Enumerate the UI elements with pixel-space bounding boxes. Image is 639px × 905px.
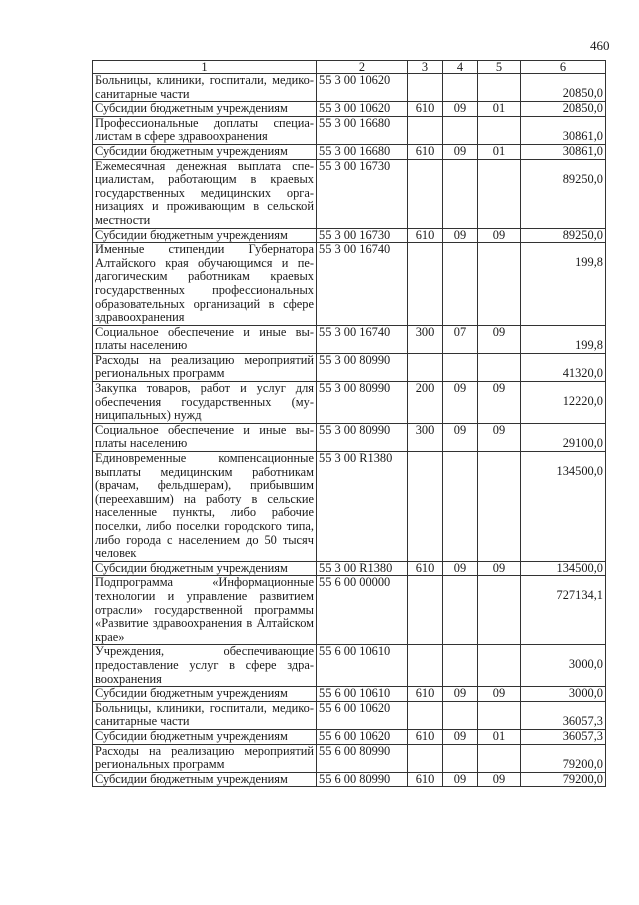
row-subsection-cell [478, 645, 521, 687]
page-number: 460 [590, 38, 610, 53]
row-name-cell: Расходы на реализацию мероприятий региональных программ [93, 353, 317, 381]
row-expense-type-cell: 610 [408, 561, 443, 576]
row-expense-type-cell [408, 74, 443, 102]
table-body [93, 74, 606, 787]
row-name-cell: Субсидии бюджетным учреждениям [93, 228, 317, 243]
table-row [93, 701, 606, 729]
row-name-cell: Субсидии бюджетным учреждениям [93, 687, 317, 702]
row-section-cell [443, 701, 478, 729]
row-amount-cell: 20850,0 [521, 74, 606, 102]
row-subsection-cell: 09 [478, 382, 521, 424]
row-name-cell: Единовременные компенсационные выплаты медицинским работникам (врачам, фельдшерам), прибывшим (переехавшим) на работу в сельские населенные пункты, либо рабочие поселки, либо поселки городского типа, либо города с населением до 50 тысяч человек [93, 452, 317, 562]
row-section-cell [443, 243, 478, 326]
row-code-cell: 55 3 00 R1380 [317, 452, 408, 562]
row-name-cell: Подпрограмма «Информационные технологии и управление развитием отрасли» государственной программы «Развитие здравоохранения в Алтайском крае» [93, 576, 317, 645]
budget-table [92, 60, 606, 787]
table-row [93, 144, 606, 159]
row-name-cell: Профессиональные доплаты специалистам в сфере здравоохранения [93, 116, 317, 144]
row-amount-cell: 30861,0 [521, 144, 606, 159]
table-row [93, 645, 606, 687]
table-row [93, 561, 606, 576]
row-amount-cell: 30861,0 [521, 116, 606, 144]
row-amount-cell: 727134,1 [521, 576, 606, 645]
table-row [93, 102, 606, 117]
row-amount-cell: 79200,0 [521, 744, 606, 772]
row-amount-cell: 20850,0 [521, 102, 606, 117]
row-amount-cell: 79200,0 [521, 772, 606, 787]
row-subsection-cell: 09 [478, 772, 521, 787]
row-name-cell: Субсидии бюджетным учреждениям [93, 144, 317, 159]
row-subsection-cell [478, 159, 521, 228]
row-subsection-cell: 09 [478, 325, 521, 353]
row-section-cell [443, 159, 478, 228]
row-subsection-cell [478, 452, 521, 562]
table-row [93, 116, 606, 144]
row-expense-type-cell [408, 576, 443, 645]
row-section-cell: 09 [443, 772, 478, 787]
row-section-cell: 09 [443, 144, 478, 159]
row-expense-type-cell: 610 [408, 228, 443, 243]
table-row [93, 576, 606, 645]
row-amount-cell: 3000,0 [521, 687, 606, 702]
row-code-cell: 55 6 00 10620 [317, 729, 408, 744]
table-row [93, 243, 606, 326]
table-row [93, 452, 606, 562]
row-expense-type-cell [408, 353, 443, 381]
row-expense-type-cell [408, 243, 443, 326]
row-amount-cell: 134500,0 [521, 452, 606, 562]
column-number-header [93, 61, 606, 74]
row-expense-type-cell: 300 [408, 325, 443, 353]
row-subsection-cell: 01 [478, 144, 521, 159]
row-amount-cell: 89250,0 [521, 228, 606, 243]
row-subsection-cell: 01 [478, 729, 521, 744]
row-section-cell [443, 576, 478, 645]
row-subsection-cell: 09 [478, 561, 521, 576]
column-header-6: 6 [521, 61, 606, 74]
row-code-cell: 55 6 00 10620 [317, 701, 408, 729]
row-section-cell: 09 [443, 729, 478, 744]
row-amount-cell: 36057,3 [521, 729, 606, 744]
row-expense-type-cell [408, 159, 443, 228]
row-amount-cell: 134500,0 [521, 561, 606, 576]
table-row [93, 159, 606, 228]
row-name-cell: Именные стипендии Губернатора Алтайского края обучающимся и педагогическим работникам краевых государственных профессиональных образовательных организаций в сфере здравоохранения [93, 243, 317, 326]
row-expense-type-cell: 610 [408, 144, 443, 159]
row-expense-type-cell: 610 [408, 772, 443, 787]
table-row [93, 228, 606, 243]
row-name-cell: Больницы, клиники, госпитали, медико-санитарные части [93, 74, 317, 102]
row-code-cell: 55 3 00 80990 [317, 353, 408, 381]
row-section-cell: 09 [443, 561, 478, 576]
row-code-cell: 55 3 00 R1380 [317, 561, 408, 576]
row-section-cell [443, 116, 478, 144]
row-expense-type-cell: 610 [408, 729, 443, 744]
row-subsection-cell: 09 [478, 228, 521, 243]
row-code-cell: 55 3 00 16680 [317, 116, 408, 144]
row-amount-cell: 89250,0 [521, 159, 606, 228]
row-code-cell: 55 3 00 10620 [317, 102, 408, 117]
row-name-cell: Субсидии бюджетным учреждениям [93, 772, 317, 787]
row-expense-type-cell [408, 116, 443, 144]
row-amount-cell: 3000,0 [521, 645, 606, 687]
table-row [93, 744, 606, 772]
row-subsection-cell [478, 744, 521, 772]
row-section-cell: 09 [443, 228, 478, 243]
row-expense-type-cell: 610 [408, 102, 443, 117]
row-expense-type-cell [408, 701, 443, 729]
row-section-cell: 09 [443, 687, 478, 702]
row-code-cell: 55 3 00 16740 [317, 243, 408, 326]
row-subsection-cell: 09 [478, 423, 521, 451]
row-section-cell: 09 [443, 382, 478, 424]
row-subsection-cell [478, 353, 521, 381]
row-section-cell: 09 [443, 423, 478, 451]
column-header-2: 2 [317, 61, 408, 74]
column-header-5: 5 [478, 61, 521, 74]
row-section-cell: 09 [443, 102, 478, 117]
table-row [93, 687, 606, 702]
row-amount-cell: 199,8 [521, 243, 606, 326]
column-header-4: 4 [443, 61, 478, 74]
row-amount-cell: 12220,0 [521, 382, 606, 424]
row-name-cell: Больницы, клиники, госпитали, медико-санитарные части [93, 701, 317, 729]
row-section-cell [443, 74, 478, 102]
row-amount-cell: 29100,0 [521, 423, 606, 451]
row-subsection-cell [478, 116, 521, 144]
table-row [93, 729, 606, 744]
row-code-cell: 55 3 00 80990 [317, 382, 408, 424]
row-name-cell: Социальное обеспечение и иные выплаты населению [93, 423, 317, 451]
row-subsection-cell [478, 576, 521, 645]
table-row [93, 423, 606, 451]
row-subsection-cell [478, 243, 521, 326]
row-expense-type-cell: 300 [408, 423, 443, 451]
row-subsection-cell: 09 [478, 687, 521, 702]
row-code-cell: 55 3 00 16680 [317, 144, 408, 159]
row-section-cell: 07 [443, 325, 478, 353]
row-code-cell: 55 6 00 10610 [317, 687, 408, 702]
row-code-cell: 55 6 00 00000 [317, 576, 408, 645]
row-name-cell: Закупка товаров, работ и услуг для обеспечения государственных (муниципальных) нужд [93, 382, 317, 424]
row-name-cell: Социальное обеспечение и иные выплаты населению [93, 325, 317, 353]
row-code-cell: 55 6 00 10610 [317, 645, 408, 687]
row-subsection-cell: 01 [478, 102, 521, 117]
row-section-cell [443, 452, 478, 562]
row-expense-type-cell: 610 [408, 687, 443, 702]
table-row [93, 325, 606, 353]
row-expense-type-cell [408, 452, 443, 562]
row-section-cell [443, 353, 478, 381]
column-header-3: 3 [408, 61, 443, 74]
row-code-cell: 55 3 00 10620 [317, 74, 408, 102]
row-amount-cell: 36057,3 [521, 701, 606, 729]
row-subsection-cell [478, 701, 521, 729]
table-row [93, 353, 606, 381]
row-name-cell: Субсидии бюджетным учреждениям [93, 729, 317, 744]
table-row [93, 772, 606, 787]
row-code-cell: 55 6 00 80990 [317, 744, 408, 772]
row-code-cell: 55 6 00 80990 [317, 772, 408, 787]
row-name-cell: Учреждения, обеспечивающие предоставление услуг в сфере здравоохранения [93, 645, 317, 687]
row-expense-type-cell [408, 744, 443, 772]
row-code-cell: 55 3 00 80990 [317, 423, 408, 451]
row-name-cell: Расходы на реализацию мероприятий региональных программ [93, 744, 317, 772]
row-code-cell: 55 3 00 16730 [317, 159, 408, 228]
row-name-cell: Субсидии бюджетным учреждениям [93, 561, 317, 576]
row-subsection-cell [478, 74, 521, 102]
row-code-cell: 55 3 00 16730 [317, 228, 408, 243]
row-name-cell: Ежемесячная денежная выплата специалистам, работающим в краевых государственных медицинских организациях и проживающим в сельской местности [93, 159, 317, 228]
table-row [93, 74, 606, 102]
row-section-cell [443, 744, 478, 772]
row-expense-type-cell: 200 [408, 382, 443, 424]
table-row [93, 382, 606, 424]
row-section-cell [443, 645, 478, 687]
row-amount-cell: 41320,0 [521, 353, 606, 381]
row-expense-type-cell [408, 645, 443, 687]
row-name-cell: Субсидии бюджетным учреждениям [93, 102, 317, 117]
column-header-1: 1 [93, 61, 317, 74]
row-amount-cell: 199,8 [521, 325, 606, 353]
header-row [93, 61, 606, 74]
row-code-cell: 55 3 00 16740 [317, 325, 408, 353]
